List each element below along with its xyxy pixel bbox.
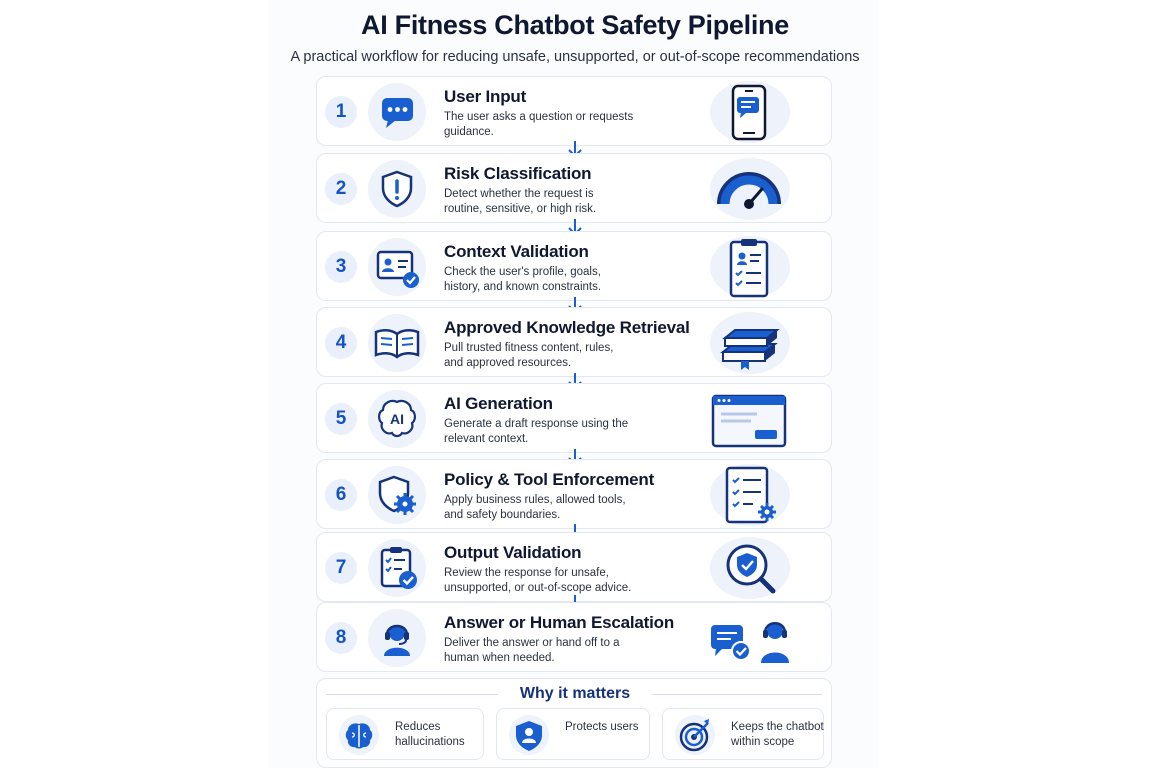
step-number: 6 bbox=[325, 479, 357, 511]
step-number: 1 bbox=[325, 96, 357, 128]
benefit-card bbox=[326, 708, 484, 760]
profile-card-check-icon bbox=[368, 238, 426, 296]
ai-brain-icon bbox=[368, 390, 426, 448]
page-title: AI Fitness Chatbot Safety Pipeline bbox=[361, 10, 789, 40]
step-title: Context Validation bbox=[444, 242, 589, 261]
page-subtitle: A practical workflow for reducing unsafe, unsupported, or out-of-scope recommendations bbox=[290, 49, 860, 65]
step-title: Risk Classification bbox=[444, 164, 592, 183]
benefit-label: Protects users bbox=[565, 721, 639, 733]
clipboard-profile-icon bbox=[707, 236, 791, 298]
benefit-label: Reduces hallucinations bbox=[395, 721, 465, 748]
magnifier-shield-icon bbox=[707, 537, 791, 599]
step-description: Apply business rules, allowed tools, and safety boundaries. bbox=[444, 494, 626, 521]
shield-user-icon bbox=[509, 715, 549, 755]
book-stack-icon bbox=[707, 312, 791, 374]
step-card-5 bbox=[316, 383, 832, 453]
risk-gauge-icon bbox=[707, 158, 791, 220]
step-card-6 bbox=[316, 459, 832, 529]
clipboard-check-icon bbox=[368, 539, 426, 597]
step-title: User Input bbox=[444, 87, 527, 106]
benefit-label: Keeps the chatbot within scope bbox=[731, 721, 824, 748]
step-title: Approved Knowledge Retrieval bbox=[444, 318, 690, 337]
shield-gear-icon bbox=[368, 466, 426, 524]
open-book-icon bbox=[368, 314, 426, 372]
step-description: Check the user's profile, goals, history, and known constraints. bbox=[444, 266, 602, 293]
step-number: 7 bbox=[325, 552, 357, 584]
support-agent-icon bbox=[368, 609, 426, 667]
step-card-3 bbox=[316, 231, 832, 301]
step-number: 4 bbox=[325, 327, 357, 359]
brain-icon bbox=[339, 715, 379, 755]
step-number: 3 bbox=[325, 251, 357, 283]
step-number: 5 bbox=[325, 403, 357, 435]
step-card-4 bbox=[316, 307, 832, 377]
smartphone-chat-icon bbox=[707, 81, 791, 143]
step-description: The user asks a question or requests guidance. bbox=[444, 111, 634, 138]
shield-alert-icon bbox=[368, 160, 426, 218]
step-card-2 bbox=[316, 153, 832, 223]
benefit-card bbox=[496, 708, 650, 760]
step-card-7 bbox=[316, 532, 832, 602]
step-number: 2 bbox=[325, 173, 357, 205]
step-description: Pull trusted fitness content, rules, and approved resources. bbox=[444, 342, 614, 369]
step-description: Review the response for unsafe, unsupported, or out-of-scope advice. bbox=[444, 567, 632, 594]
step-card-8 bbox=[316, 602, 832, 672]
step-title: AI Generation bbox=[444, 394, 553, 413]
target-icon bbox=[675, 715, 715, 755]
why-it-matters-title: Why it matters bbox=[519, 685, 631, 702]
step-description: Deliver the answer or hand off to a human when needed. bbox=[444, 637, 620, 664]
step-title: Answer or Human Escalation bbox=[444, 613, 675, 632]
step-description: Generate a draft response using the relevant context. bbox=[444, 418, 629, 445]
step-description: Detect whether the request is routine, sensitive, or high risk. bbox=[444, 188, 597, 215]
chat-bubble-icon bbox=[368, 83, 426, 141]
benefit-card bbox=[662, 708, 824, 760]
step-title: Output Validation bbox=[444, 543, 582, 562]
step-title: Policy & Tool Enforcement bbox=[444, 470, 655, 489]
checklist-gear-icon bbox=[707, 464, 791, 526]
step-number: 8 bbox=[325, 622, 357, 654]
chat-agent-icon bbox=[707, 607, 791, 669]
browser-window-icon bbox=[707, 388, 791, 450]
step-card-1 bbox=[316, 76, 832, 146]
svg-text:AI: AI bbox=[390, 411, 404, 427]
